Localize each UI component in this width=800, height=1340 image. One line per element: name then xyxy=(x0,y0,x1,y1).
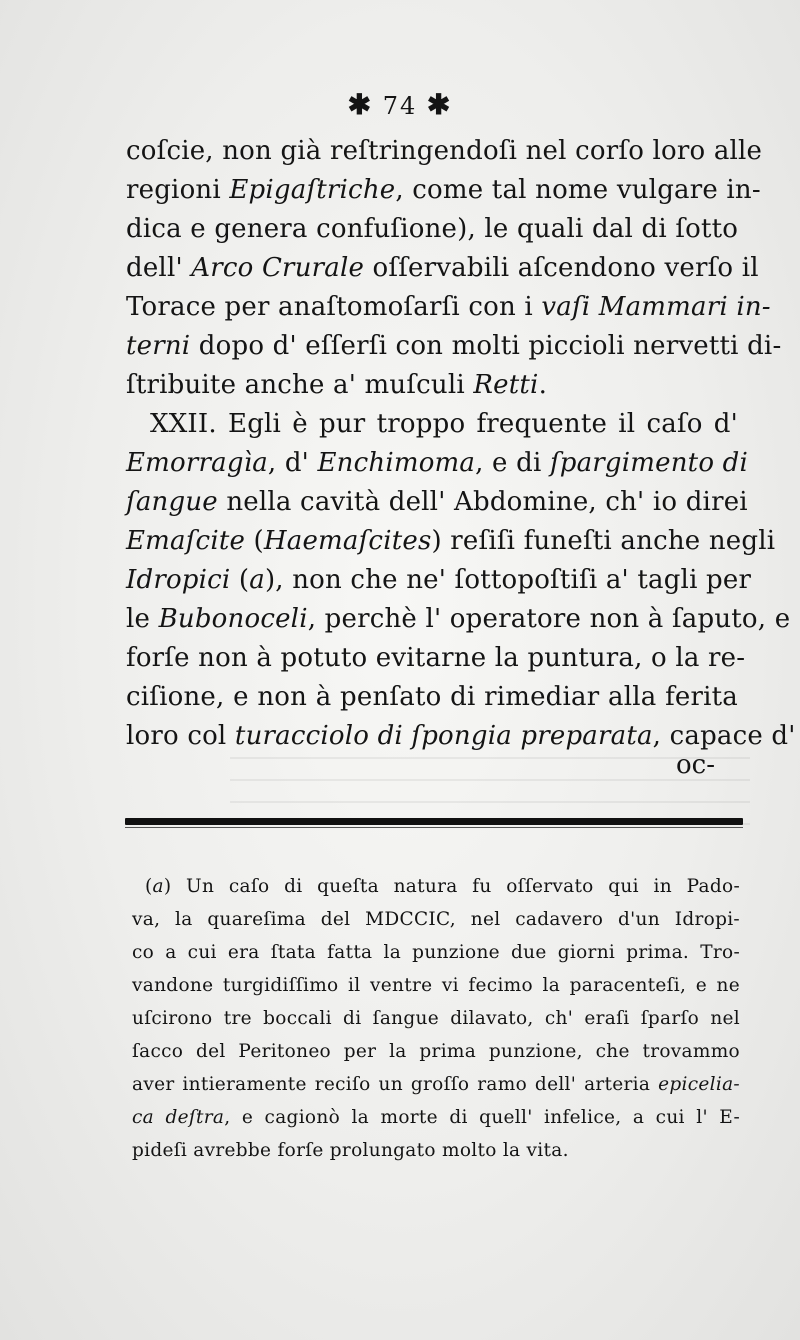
section-paragraph-start xyxy=(150,405,738,444)
body-line xyxy=(126,171,761,210)
text-run: aver intieramente reciſo un groſſo ramo dell' arteria xyxy=(132,1074,659,1095)
text-run: vandone turgidiſſimo il ventre vi fecimo la paracenteſi, e ne xyxy=(132,975,740,996)
text-run: ) Un caſo di queſta natura fu oſſervato qui in Pado- xyxy=(163,876,740,897)
asterisk-ornament-icon: ✱ xyxy=(347,88,374,121)
text-run: coſcie, non già reſtringendoſi nel corſo loro alle xyxy=(126,136,763,166)
body-line xyxy=(126,249,759,288)
italic-text: Epigaſtriche xyxy=(229,175,396,205)
italic-text: Emorragìa xyxy=(126,448,268,478)
text-run: , e cagionò la morte di quell' infelice, a cui l' E- xyxy=(224,1107,740,1128)
text-run: XXII. Egli è pur troppo frequente il caſo d' xyxy=(150,409,738,439)
body-line xyxy=(126,522,776,561)
italic-text: a xyxy=(152,876,164,897)
italic-text: Emaſcite xyxy=(126,526,246,556)
body-line xyxy=(126,717,796,756)
italic-text: Enchimoma xyxy=(317,448,476,478)
footnote-line xyxy=(132,1101,740,1134)
body-line xyxy=(126,600,791,639)
body-line xyxy=(126,288,771,327)
italic-text: ca deſtra xyxy=(132,1107,225,1128)
italic-text: terni xyxy=(126,331,191,361)
text-run: ciſione, e non à penſato di rimediar alla ferita xyxy=(126,682,738,712)
footnote-rule xyxy=(125,818,743,825)
body-line xyxy=(126,483,748,522)
italic-text: Haemaſcites xyxy=(263,526,432,556)
text-run: ſacco del Peritoneo per la prima punzione, che trovammo xyxy=(132,1041,740,1062)
footnote-line xyxy=(132,969,740,1002)
italic-text: Arco Crurale xyxy=(191,253,365,283)
footnote-line xyxy=(132,1002,740,1035)
text-run: ), non che ne' ſottopoſtiſi a' tagli per xyxy=(264,565,752,595)
footnote-line xyxy=(132,903,740,936)
asterisk-ornament-icon: ✱ xyxy=(426,88,453,121)
text-run: , d' xyxy=(267,448,318,478)
text-run: loro col xyxy=(126,721,235,751)
body-line xyxy=(126,366,738,405)
italic-text: ſpargimento di xyxy=(549,448,749,478)
catchword: oc- xyxy=(676,750,715,780)
italic-text: epicelia- xyxy=(658,1074,740,1095)
body-line xyxy=(126,210,738,249)
text-run: regioni xyxy=(126,175,230,205)
text-run: va, la quareſima del MDCCIC, nel cadavero d'un Idropi- xyxy=(132,909,740,930)
italic-text: turacciolo di ſpongia preparata xyxy=(234,721,653,751)
text-run: dica e genera confuſione), le quali dal di ſotto xyxy=(126,214,739,244)
body-line xyxy=(126,327,782,366)
italic-text: Bubonoceli xyxy=(158,604,308,634)
body-line xyxy=(126,639,746,678)
text-run: forſe non à potuto evitarne la puntura, o la re- xyxy=(126,643,746,673)
text-run: uſcirono tre boccali di ſangue dilavato, ch' eraſi ſparſo nel xyxy=(132,1008,740,1029)
body-line xyxy=(126,678,738,717)
page-number: 74 xyxy=(382,92,418,120)
footnote-line xyxy=(132,1134,740,1167)
text-run: ( xyxy=(245,526,264,556)
footnote-line xyxy=(132,936,740,969)
text-run: pideſi avrebbe forſe prolungato molto la vita. xyxy=(132,1140,569,1161)
text-run: , e di xyxy=(475,448,550,478)
italic-text: vaſi Mammari in- xyxy=(541,292,771,322)
text-run: dopo d' eſſerſi con molti piccioli nervetti di- xyxy=(190,331,782,361)
page-header xyxy=(0,88,800,121)
text-run: nella cavità dell' Abdomine, ch' io direi xyxy=(217,487,748,517)
text-run: . xyxy=(538,370,548,400)
footnote-line xyxy=(145,870,740,903)
footnote-line xyxy=(132,1035,740,1068)
italic-text: a xyxy=(249,565,265,595)
text-run: dell' xyxy=(126,253,192,283)
text-run: , perchè l' operatore non à ſaputo, e xyxy=(307,604,791,634)
body-line xyxy=(126,444,749,483)
text-run: , come tal nome vulgare in- xyxy=(395,175,761,205)
text-run: ) reſiſi funeſti anche negli xyxy=(431,526,776,556)
body-line xyxy=(126,561,752,600)
text-run: oſſervabili aſcendono verſo il xyxy=(364,253,759,283)
italic-text: Retti xyxy=(473,370,539,400)
text-run: Torace per anaſtomoſarſi con i xyxy=(126,292,542,322)
footnote-line xyxy=(132,1068,740,1101)
text-run: ( xyxy=(145,876,153,897)
italic-text: ſangue xyxy=(126,487,218,517)
text-run: co a cui era ſtata fatta la punzione due giorni prima. Tro- xyxy=(132,942,740,963)
text-run: le xyxy=(126,604,159,634)
text-run: ſtribuite anche a' muſculi xyxy=(126,370,474,400)
text-run: , capace d' xyxy=(652,721,796,751)
text-run: ( xyxy=(230,565,250,595)
italic-text: Idropici xyxy=(126,565,231,595)
body-line xyxy=(126,132,763,171)
